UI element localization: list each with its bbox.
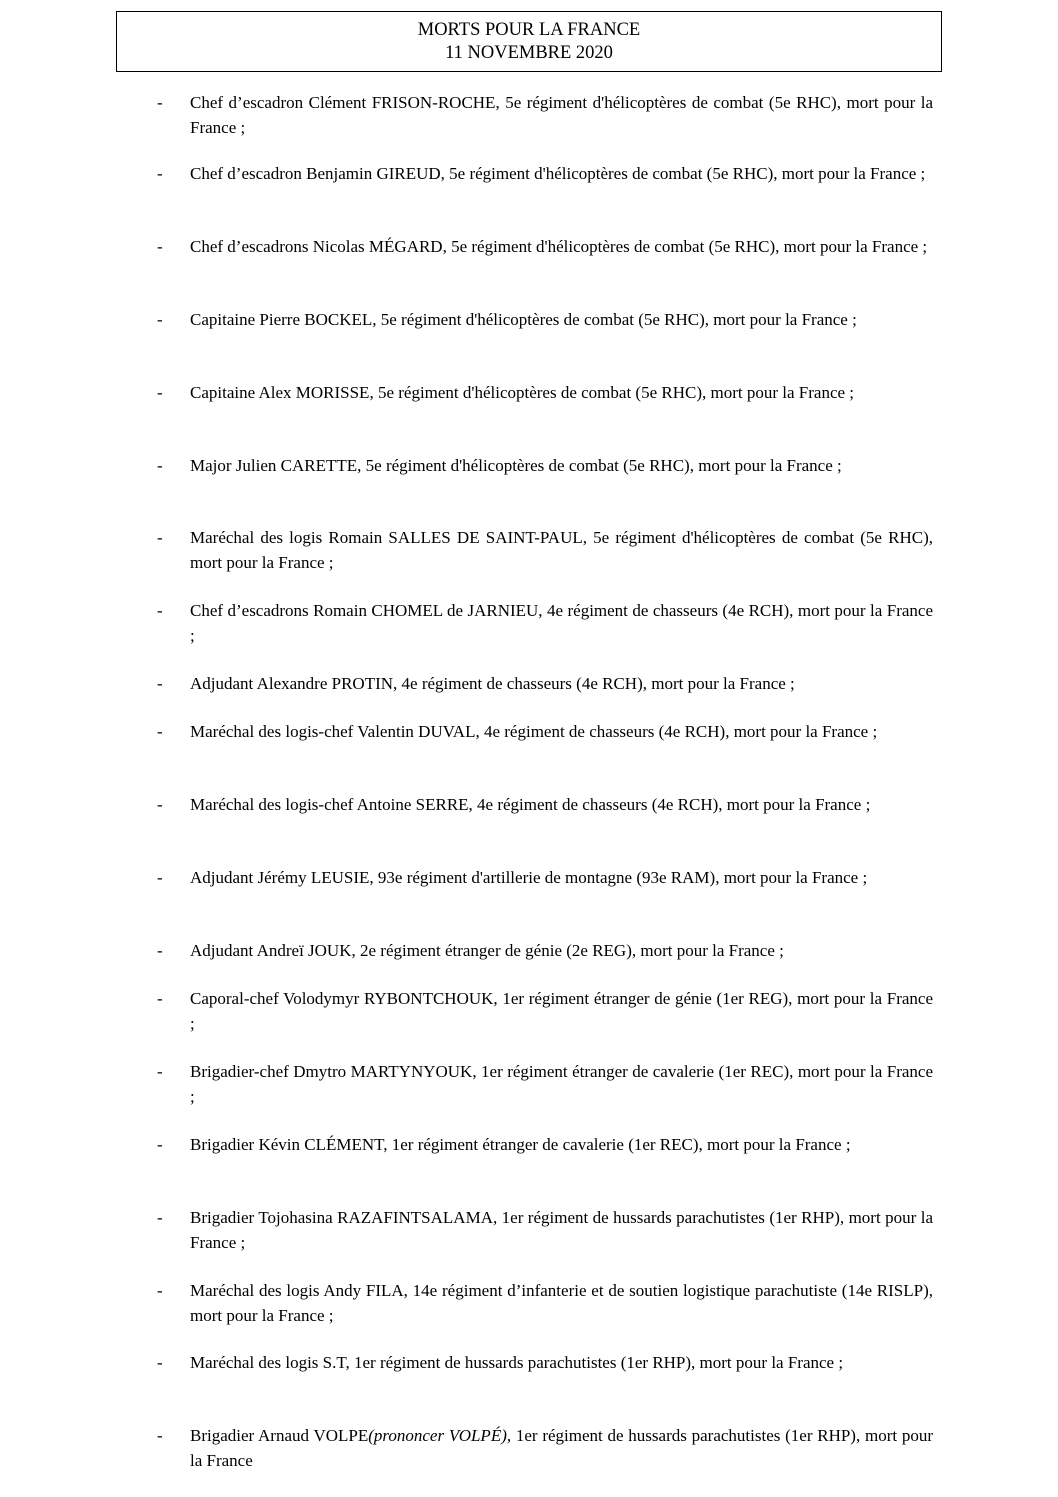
list-bullet: - (157, 456, 163, 475)
list-item-text: Adjudant Alexandre PROTIN, 4e régiment de chasseurs (4e RCH), mort pour la France ; (190, 674, 795, 693)
list-bullet: - (157, 528, 163, 547)
list-bullet: - (157, 868, 163, 887)
list-bullet: - (157, 310, 163, 329)
list-item-text: Brigadier Kévin CLÉMENT, 1er régiment étranger de cavalerie (1er REC), mort pour la France ; (190, 1135, 851, 1154)
list-bullet: - (157, 601, 163, 620)
list-item-text: Adjudant Jérémy LEUSIE, 93e régiment d'artillerie de montagne (93e RAM), mort pour la France ; (190, 868, 868, 887)
list-item-text-rest: , 1er régiment de hussards parachutistes (1er RHP), mort pour la France (190, 1426, 933, 1470)
list-item-text: Maréchal des logis Andy FILA, 14e régiment d’infanterie et de soutien logistique parachutiste (14e RISLP), mort pour la France ; (190, 1281, 933, 1325)
list-bullet: - (157, 1281, 163, 1300)
page-date: 11 NOVEMBRE 2020 (445, 43, 613, 63)
list-bullet: - (157, 1208, 163, 1227)
list-bullet: - (157, 674, 163, 693)
list-item-text: Maréchal des logis Romain SALLES DE SAINT-PAUL, 5e régiment d'hélicoptères de combat (5e RHC), mort pour la France ; (190, 528, 933, 572)
list-bullet: - (157, 722, 163, 741)
list-item-text (190, 1424, 933, 1473)
list-item-text: Maréchal des logis-chef Valentin DUVAL, 4e régiment de chasseurs (4e RCH), mort pour la France ; (190, 722, 878, 741)
list-bullet: - (157, 941, 163, 960)
list-item-text: Chef d’escadron Benjamin GIREUD, 5e régiment d'hélicoptères de combat (5e RHC), mort pour la France ; (190, 164, 926, 183)
list-bullet: - (157, 164, 163, 183)
list-bullet: - (157, 1426, 163, 1445)
list-item-text: Brigadier Tojohasina RAZAFINTSALAMA, 1er régiment de hussards parachutistes (1er RHP), mort pour la France ; (190, 1208, 933, 1252)
list-bullet: - (157, 383, 163, 402)
list-bullet: - (157, 1062, 163, 1081)
list-item-text: Caporal-chef Volodymyr RYBONTCHOUK, 1er régiment étranger de génie (1er REG), mort pour la France ; (190, 989, 933, 1033)
list-item-text: Major Julien CARETTE, 5e régiment d'hélicoptères de combat (5e RHC), mort pour la France ; (190, 456, 842, 475)
pronunciation-note: (prononcer VOLPÉ) (368, 1426, 507, 1445)
list-bullet: - (157, 93, 163, 112)
list-item-text: Maréchal des logis S.T, 1er régiment de hussards parachutistes (1er RHP), mort pour la France ; (190, 1353, 844, 1372)
list-bullet: - (157, 989, 163, 1008)
list-item-text: Capitaine Pierre BOCKEL, 5e régiment d'hélicoptères de combat (5e RHC), mort pour la France ; (190, 310, 857, 329)
list-item-text: Chef d’escadrons Nicolas MÉGARD, 5e régiment d'hélicoptères de combat (5e RHC), mort pour la France ; (190, 237, 928, 256)
list-bullet: - (157, 1135, 163, 1154)
list-item-text: Adjudant Andreï JOUK, 2e régiment étranger de génie (2e REG), mort pour la France ; (190, 941, 784, 960)
list-item-text: Chef d’escadron Clément FRISON-ROCHE, 5e régiment d'hélicoptères de combat (5e RHC), mort pour la France ; (190, 93, 933, 137)
list-item-text-name: Brigadier Arnaud VOLPE (190, 1426, 369, 1445)
list-bullet: - (157, 237, 163, 256)
list-bullet: - (157, 1353, 163, 1372)
list-item-text: Maréchal des logis-chef Antoine SERRE, 4e régiment de chasseurs (4e RCH), mort pour la France ; (190, 795, 871, 814)
list-item-text: Capitaine Alex MORISSE, 5e régiment d'hélicoptères de combat (5e RHC), mort pour la France ; (190, 383, 855, 402)
page-title: MORTS POUR LA FRANCE (417, 20, 641, 40)
list-item-text: Brigadier-chef Dmytro MARTYNYOUK, 1er régiment étranger de cavalerie (1er REC), mort pour la France ; (190, 1062, 933, 1106)
list-item-text: Chef d’escadrons Romain CHOMEL de JARNIEU, 4e régiment de chasseurs (4e RCH), mort pour la France ; (190, 601, 933, 645)
list-bullet: - (157, 795, 163, 814)
